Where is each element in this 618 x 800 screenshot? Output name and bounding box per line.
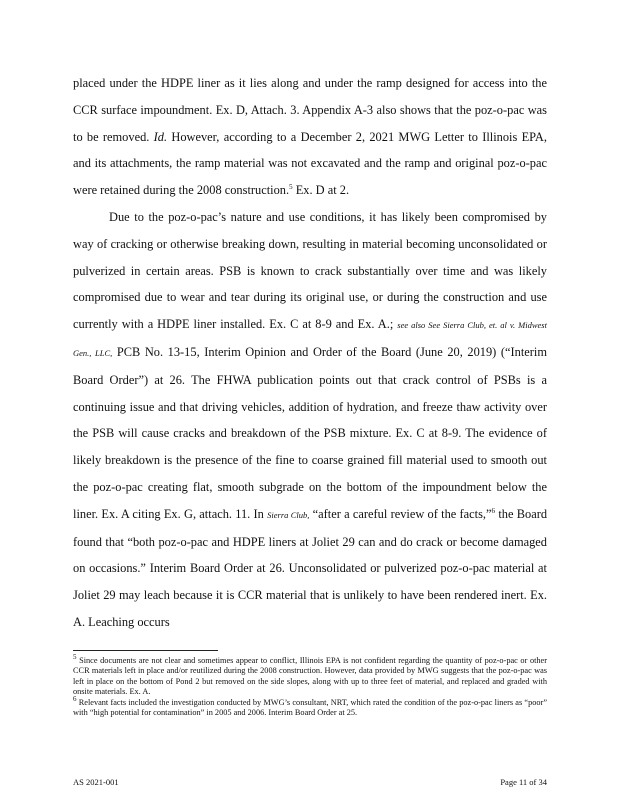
case-citation: see also See Sierra Club, et. al v. Midwest Gen., LLC,	[73, 320, 547, 358]
paragraph-1-text: placed under the HDPE liner as it lies along and under the ramp designed for access into the CCR surface impoundment. Ex. D, Attach. 3. Appendix A-3 also shows that the poz-o-pac was to be removed.	[73, 76, 547, 144]
footnote-ref-6[interactable]: 6	[491, 506, 496, 515]
footnote-5-number: 5	[73, 653, 77, 662]
footnote-6-text: Relevant facts included the investigation conducted by MWG’s consultant, NRT, which rated the condition of the poz-o-pac liners as “poor” with “high potential for contamination” in 2005 and 2006. Interim Board Order at 25.	[73, 697, 548, 718]
footnote-divider	[73, 650, 218, 651]
footnote-6-number: 6	[73, 694, 77, 703]
paragraph-2-text-b: PCB No. 13-15, Interim Opinion and Order of the Board (June 20, 2019) (“Interim Board Order”) at 26. The FHWA publication points out that crack control of PSBs is a continuing issue and that driving vehicles, addition of hydration, and freeze thaw activity over the PSB will cause cracks and breakdown of the PSB mixture. Ex. C at 8-9. The evidence of likely breakdown is the presence of the fine to coarse grained fill material used to smooth out the poz-o-pac creating flat, smooth subgrade on the bottom of the impoundment below the liner. Ex. A citing Ex. G, attach. 11. In	[73, 344, 547, 521]
footnote-5	[73, 653, 547, 698]
paragraph-continuation	[73, 70, 547, 204]
footnotes	[73, 653, 548, 718]
paragraph-2-text-c: “after a careful review of the facts,”	[312, 506, 492, 521]
paragraph-2	[73, 204, 547, 636]
page-number: Page 11 of 34	[500, 777, 547, 787]
body-text	[73, 70, 547, 636]
footnote-6	[73, 694, 548, 719]
footnote-ref-5[interactable]: 5	[289, 183, 293, 192]
paragraph-2-text-a: Due to the poz-o-pac’s nature and use conditions, it has likely been compromised by way of cracking or otherwise breaking down, resulting in material becoming unconsolidated or pulverized in certain areas. PSB is known to crack substantially over time and was likely compromised due to wear and tear during its original use, or during the construction and use currently with a HDPE liner installed. Ex. C at 8-9 and Ex. A.;	[73, 209, 547, 332]
sierra-club-citation: Sierra Club,	[267, 509, 310, 520]
page-footer	[73, 777, 547, 789]
footnote-5-text: Since documents are not clear and sometimes appear to conflict, Illinois EPA is not confident regarding the quantity of poz-o-pac or other CCR materials left in place and/or reutilized during the 2008 construction. However, data provided by MWG suggests that the poz-o-pac was left in place on the bottom of Pond 2 but removed on the side slopes, along with up to three feet of material, and replaced and graded with onsite materials. Ex. A.	[73, 656, 547, 697]
paragraph-1-text-c: Ex. D at 2.	[295, 183, 350, 198]
id-citation: Id.	[153, 129, 168, 144]
paragraph-2-text-d: the Board found that “both poz-o-pac and HDPE liners at Joliet 29 can and do crack or become damaged on occasions.” Interim Board Order at 26. Unconsolidated or pulverized poz-o-pac material at Joliet 29 may leach because it is CCR material that is unlikely to have been rendered inert. Ex. A. Leaching occurs	[73, 506, 548, 629]
docket-number: AS 2021-001	[73, 777, 119, 787]
paragraph-1-text-b: However, according to a December 2, 2021 MWG Letter to Illinois EPA, and its attachments, the ramp material was not excavated and the ramp and original poz-o-pac were retained during the 2008 construction.	[73, 129, 547, 198]
